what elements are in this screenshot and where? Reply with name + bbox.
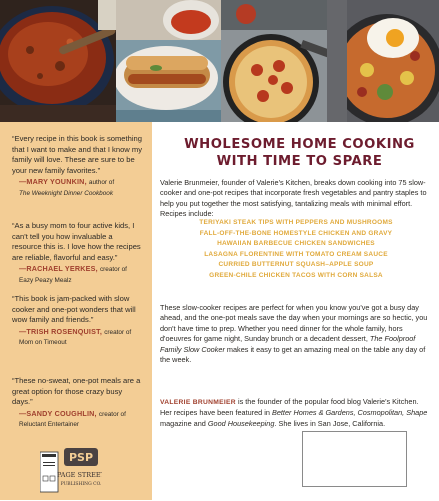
testimonial-name: —TRISH ROSENQUIST, [19,326,103,336]
svg-text:PAGE STREET: PAGE STREET [57,471,102,479]
recipe-item: FALL-OFF-THE-BONE HOMESTYLE CHICKEN AND GRAVY [199,229,393,237]
recipe-item: CURRIED BUTTERNUT SQUASH–APPLE SOUP [218,261,374,268]
chili-pot-photo [0,0,116,122]
testimonial-role: author of [88,179,115,187]
publisher-logo [40,446,102,496]
bio-publications: Better Homes & Gardens, Cosmopolitan, Shape [271,408,428,418]
testimonial-1 [12,134,144,200]
bio-text-2: magazine and [160,418,206,428]
food-photo-strip [0,0,439,122]
testimonial-source: Reluctant Entertainer [19,421,80,429]
bio-publication-gh: Good Housekeeping [207,418,275,428]
recipe-item: GREEN-CHILE CHICKEN TACOS WITH CORN SALSA [209,271,383,279]
back-cover-copy [160,122,439,500]
testimonial-attribution [12,327,144,339]
bio-text-3: . She lives in San Jose, California. [274,418,386,428]
headline [160,136,439,170]
description-text: These slow-cooker recipes are perfect for when you know you've got a busy day ahead, and the one-pot meals save the day when your mornings are so hectic, you don't have time to prep. Whether you need dinner for the whole family, hors d'oeuvres for game night, Sunday brunch or a decadent dessert, [160,303,428,344]
recipe-item: TERIYAKI STEAK TIPS WITH PEPPERS AND MUSHROOMS [199,219,393,226]
testimonial-name: —MARY YOUNKIN, [19,177,87,187]
testimonial-3 [12,294,144,349]
author-bio [160,397,432,429]
author-name: VALERIE BRUNMEIER [160,399,236,406]
intro-paragraph: Valerie Brunmeier, founder of Valerie's Kitchen, breaks down cooking into 75 slow-cooker and one-pot recipes that incorporate fresh vegetables and pantry staples to help you put together the most satisfying, tantalizing meals with minimal effort. Recipes include: [160,178,427,219]
recipe-item: HAWAIIAN BARBECUE CHICKEN SANDWICHES [217,240,375,247]
testimonial-source: Eazy Peazy Mealz [19,276,72,284]
testimonial-2 [12,221,144,287]
pizza-photo [221,0,327,122]
egg-skillet-photo [327,0,439,122]
testimonial-source: Mom on Timeout [19,339,67,347]
testimonial-attribution [12,177,144,189]
author-photo-placeholder [302,431,407,487]
svg-text:PUBLISHING CO.: PUBLISHING CO. [60,482,102,487]
description-paragraph [160,303,432,365]
testimonial-role: creator of [98,410,126,418]
testimonial-source-title: The Weeknight Dinner Cookbook [19,189,114,197]
testimonial-name: —RACHAEL YERKES, [19,264,98,274]
testimonial-name: —SANDY COUGHLIN, [19,408,97,418]
testimonial-text: “These no-sweat, one-pot meals are a great option for those crazy busy days.” [12,376,141,407]
testimonial-source [12,189,144,200]
testimonial-text: “Every recipe in this book is something that I want to make and that I know my family will love. These are sure to be your new family favorites.” [12,134,143,175]
svg-text:PSP: PSP [68,451,94,464]
testimonial-attribution [12,409,144,421]
testimonial-4 [12,376,144,431]
testimonial-attribution [12,264,144,276]
recipe-list [160,218,432,281]
recipe-item: LASAGNA FLORENTINE WITH TOMATO CREAM SAUCE [204,250,388,258]
testimonial-text: “As a busy mom to four active kids, I can't tell you how invaluable a resource this is. I love how the recipes are reliable, flavorful and easy.” [12,221,141,262]
headline-line-1: WHOLESOME HOME COOKING [184,137,415,152]
bio-text: is the founder of the popular food blog Valerie's Kitchen. Her recipes have been featured in [160,397,419,418]
book-title: The Foolproof Family Slow Cooker [160,334,416,354]
headline-line-2: WITH TIME TO SPARE [216,154,383,169]
testimonial-text: “This book is jam-packed with slow cooker and one-pot wonders that will wow family and friends.” [12,294,136,325]
description-text-end: makes it easy to get an amazing meal on the table any day of the week. [160,344,426,365]
testimonial-role: creator of [104,328,132,336]
testimonial-role: creator of [99,266,127,274]
sandwich-photo [116,0,221,122]
